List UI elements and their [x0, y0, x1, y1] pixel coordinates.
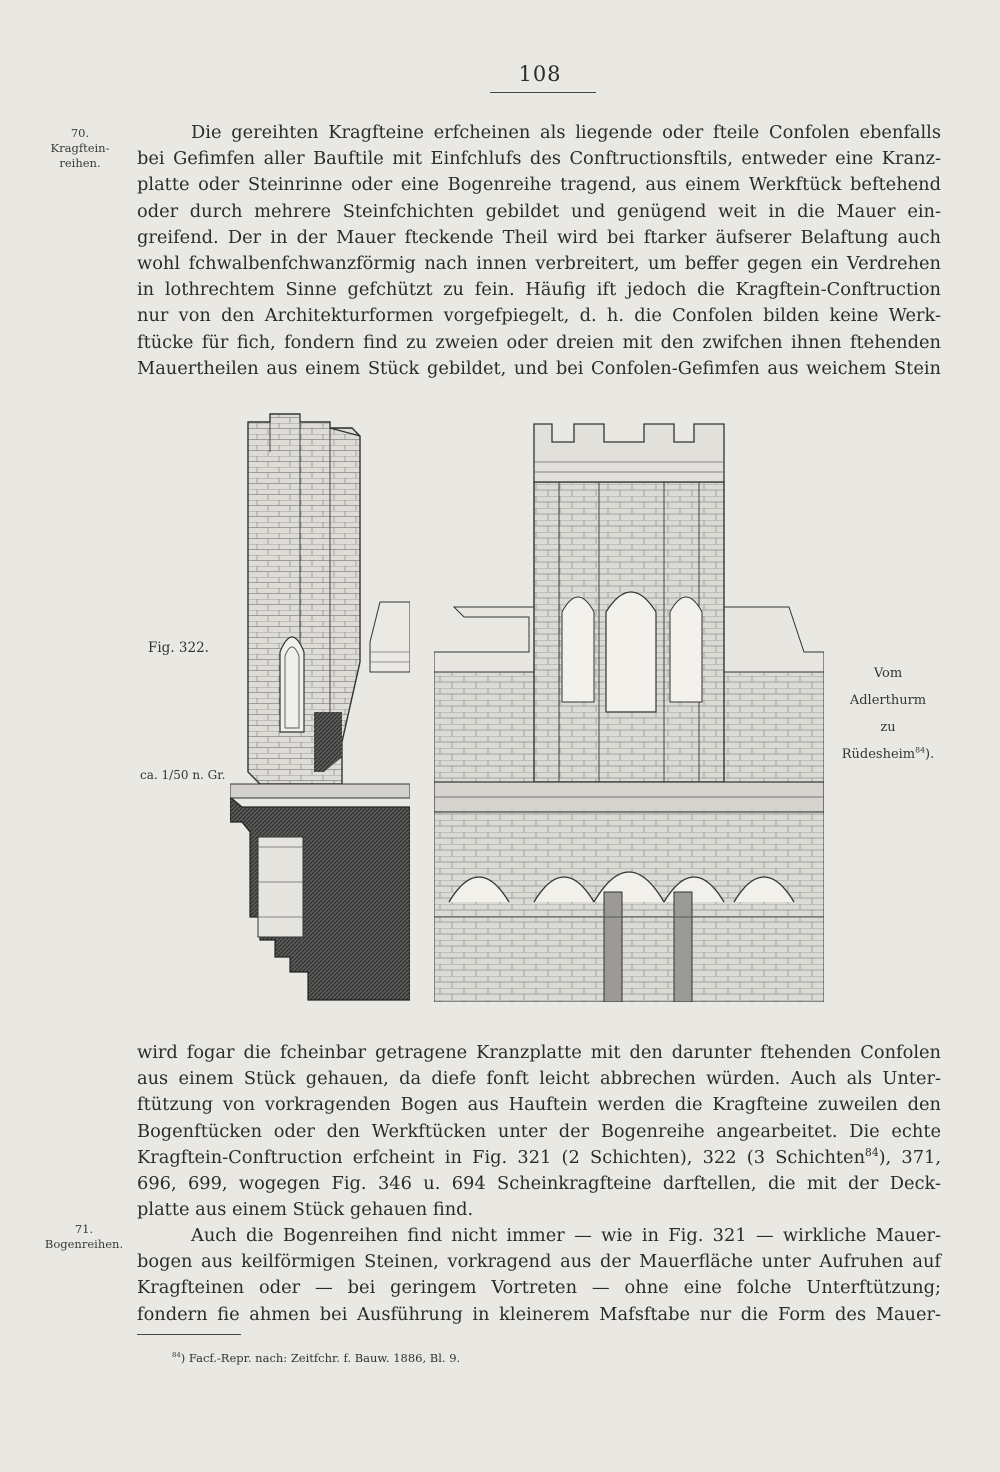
figure-label: Fig. 322. — [148, 640, 209, 656]
text-line-part: Kragftein-Conftruction erfcheint in Fig. 321 (2 Schichten), 322 (3 Schichten — [137, 1146, 866, 1168]
figure-source-place: Rüdesheim — [841, 747, 916, 762]
text-line: platte oder Steinrinne oder eine Bogenreihe tragend, aus einem Werkftück beftehend — [137, 174, 941, 196]
text-line: ftützung von vorkragenden Bogen aus Hauftein werden die Kragfteine zuweilen den — [137, 1094, 941, 1116]
footnote-ref: 84 — [915, 745, 926, 755]
text-line — [137, 1145, 941, 1171]
text-line: oder durch mehrere Steinfchichten gebildet und genügend weit in die Mauer ein- — [137, 200, 941, 222]
text-line: bei Gefimfen aller Bauftile mit Einfchlufs des Conftructionsftils, entweder eine Kranz- — [137, 148, 941, 170]
figure-source — [828, 660, 948, 768]
text-line-part: ), 371, — [878, 1146, 941, 1168]
figure-source-line — [828, 741, 948, 768]
footnote-rule — [137, 1334, 241, 1335]
figure-source-line: Adlerthurm — [849, 693, 927, 708]
text-line: Auch die Bogenreihen find nicht immer — wie in Fig. 321 — wirkliche Mauer- — [191, 1225, 941, 1246]
text-line: Mauertheilen aus einem Stück gebildet, und bei Confolen-Gefimfen aus weichem Stein — [137, 357, 941, 379]
figure-scale-prefix: ca. — [140, 768, 158, 782]
footnote-ref: 84 — [865, 1145, 879, 1159]
text-line: fondern fie ahmen bei Ausführung in kleinerem Mafsftabe nur die Form des Mauer- — [137, 1303, 941, 1325]
paragraph-bogenreihen — [137, 1223, 941, 1328]
figure-scale-suffix: n. Gr. — [192, 768, 226, 782]
text-line: wohl fchwalbenfchwanzförmig nach innen verbreitert, um beffer gegen ein Verdrehen — [137, 253, 941, 275]
figure-source-line: Vom — [873, 666, 903, 681]
figure-section-drawing — [230, 412, 410, 1002]
figure-source-close: ). — [925, 747, 935, 762]
text-line: 696, 699, wogegen Fig. 346 u. 694 Scheinkragfteine darftellen, die mit der Deck- — [137, 1173, 941, 1195]
text-line: aus einem Stück gehauen, da diefe fonft leicht abbrechen würden. Auch als Unter- — [137, 1068, 941, 1090]
margin-note-line: Kragftein- — [50, 141, 110, 155]
paragraph-continued — [137, 1040, 941, 1223]
figure-tower-elevation — [434, 412, 824, 1002]
page-number-rule — [490, 92, 596, 93]
text-line: bogen aus keilförmigen Steinen, vorkragend aus der Mauerfläche unter Aufruhen auf — [137, 1251, 941, 1273]
footnote-number: 84 — [172, 1351, 181, 1360]
text-line: nur von den Architekturformen vorgefpiegelt, d. h. die Confolen bilden keine Werk- — [137, 305, 941, 327]
footnote — [172, 1351, 460, 1365]
text-line: Kragfteinen oder — bei geringem Vortreten — ohne eine folche Unterftützung; — [137, 1277, 941, 1299]
text-line: wird fogar die fcheinbar getragene Kranzplatte mit den darunter ftehenden Confolen — [137, 1042, 941, 1063]
margin-note-number: 71. — [74, 1222, 94, 1236]
figure-source-line: zu — [880, 720, 896, 735]
paragraph-kragsteinreihen — [137, 120, 941, 382]
margin-note-line: Bogenreihen. — [44, 1237, 124, 1251]
page-number: 108 — [518, 62, 562, 86]
text-line: Die gereihten Kragfteine erfcheinen als liegende oder fteile Confolen ebenfalls — [191, 122, 941, 143]
margin-note-71 — [36, 1222, 132, 1252]
margin-note-70 — [40, 126, 120, 171]
figure-scale — [140, 768, 226, 782]
figure-scale-fraction: 1/50 — [161, 768, 189, 782]
text-line: ftücke für fich, fondern find zu zweien oder dreien mit den zwifchen ihnen ftehenden — [137, 331, 941, 353]
text-line: platte aus einem Stück gehauen find. — [137, 1199, 474, 1221]
text-line: Bogenftücken oder den Werkftücken unter der Bogenreihe angearbeitet. Die echte — [137, 1120, 941, 1142]
text-line: greifend. Der in der Mauer fteckende Theil wird bei ftarker äufserer Belaftung auch — [137, 226, 941, 248]
margin-note-line: reihen. — [59, 156, 101, 170]
margin-note-number: 70. — [70, 126, 90, 140]
text-line: in lothrechtem Sinne gefchützt zu fein. Häufig ift jedoch die Kragftein-Conftruction — [137, 279, 941, 301]
footnote-text: ) Facf.-Repr. nach: Zeitfchr. f. Bauw. 1886, Bl. 9. — [180, 1351, 461, 1365]
